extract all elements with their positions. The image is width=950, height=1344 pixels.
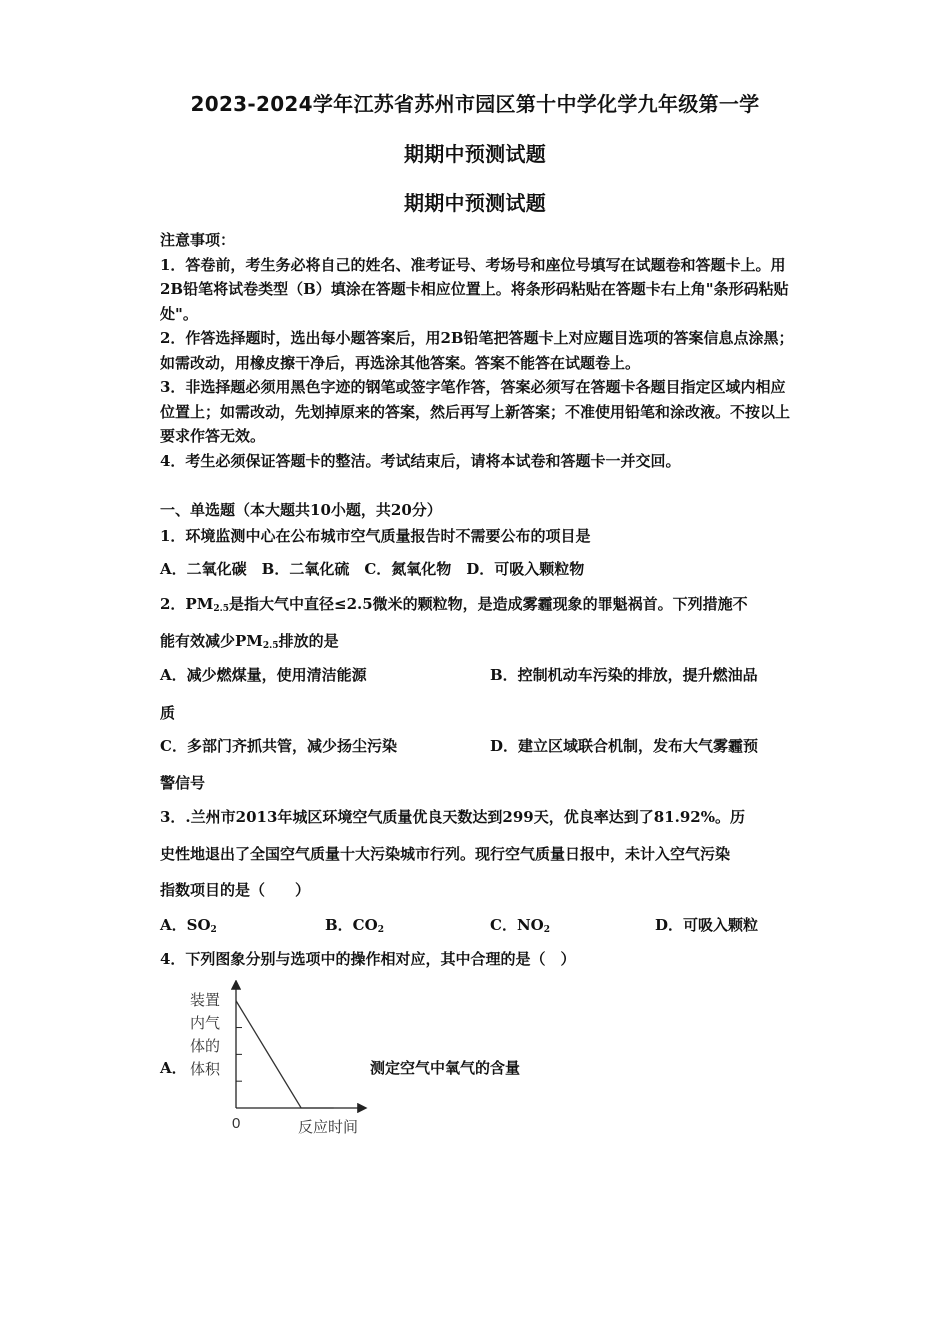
notice-heading: 注意事项： xyxy=(160,231,236,249)
q3-option-a: A．$SO_2$ xyxy=(160,916,217,935)
notice-item-4: 4．考生必须保证答题卡的整洁。考试结束后，请将本试卷和答题卡一并交回。 xyxy=(160,451,681,470)
q3-option-d: D．可吸入颗粒 xyxy=(655,916,759,934)
volume-series-line xyxy=(236,1001,334,1108)
q4-option-a-chart xyxy=(160,980,560,1140)
notice-block xyxy=(160,228,800,473)
notice-item-1: 1．答卷前，考生务必将自己的姓名、准考证号、考场号和座位号填写在试题卷和答题卡上。用2B铅笔将试卷类型（B）填涂在答题卡相应位置上。将条形码粘贴在答题卡右上角"条形码粘贴处"。 xyxy=(160,255,789,323)
y-axis-label-4: 体积 xyxy=(190,1061,221,1078)
q3-stem-line1: 3．.兰州市2013年城区环境空气质量优良天数达到299天，优良率达到了81.92%。历 xyxy=(160,808,745,826)
y-axis-label-1: 装置 xyxy=(190,992,221,1009)
q1-options: A．二氧化碳 B．二氧化硫 C．氮氧化物 D．可吸入颗粒物 xyxy=(160,560,585,578)
q4-option-a-desc: 测定空气中氧气的含量 xyxy=(370,1059,521,1077)
q1-stem: 1．环境监测中心在公布城市空气质量报告时不需要公布的项目是 xyxy=(160,527,591,545)
q3-stem-line2: 史性地退出了全国空气质量十大污染城市行列。现行空气质量日报中，未计入空气污染 xyxy=(160,845,731,863)
notice-item-3: 3．非选择题必须用黑色字迹的钢笔或签字笔作答，答案必须写在答题卡各题目指定区域内相应位置上；如需改动，先划掉原来的答案，然后再写上新答案；不准使用铅笔和涂改液。不按以上要求作答无效。 xyxy=(160,378,791,445)
q4-stem: 4．下列图象分别与选项中的操作相对应，其中合理的是（ ） xyxy=(160,950,576,968)
q2-stem-line2: 能有效减少$PM_{2.5}$排放的是 xyxy=(160,632,339,651)
y-axis-label-2: 内气 xyxy=(190,1015,221,1032)
q2-option-b: B．控制机动车污染的排放，提升燃油品 xyxy=(490,666,758,684)
q4-option-a-label: A． xyxy=(160,1059,187,1077)
exam-title-line2: 期期中预测试题 xyxy=(403,142,547,166)
q2-stem-line1: 2．$PM_{2.5}$是指大气中直径≤2.5微米的颗粒物，是造成雾霾现象的罪魁祸首。下列措施不 xyxy=(160,595,748,614)
q3-stem-line3: 指数项目的是（ ） xyxy=(160,881,311,899)
q3-option-c: C．$NO_2$ xyxy=(490,916,550,935)
section-heading: 一、单选题（本大题共10小题，共20分） xyxy=(160,501,442,519)
q2-option-c: C．多部门齐抓共管，减少扬尘污染 xyxy=(160,737,397,755)
q2-option-d-cont: 警信号 xyxy=(160,774,206,792)
x-axis-label: 反应时间 xyxy=(298,1119,359,1136)
exam-title-line1: 2023-2024学年江苏省苏州市园区第十中学化学九年级第一学 xyxy=(190,92,760,116)
origin-label: 0 xyxy=(232,1115,241,1132)
q2-option-a: A．减少燃煤量，使用清洁能源 xyxy=(160,666,367,684)
y-axis-label-3: 体的 xyxy=(190,1038,221,1055)
q3-option-b: B．$CO_2$ xyxy=(325,916,384,935)
q2-option-b-cont: 质 xyxy=(160,704,176,722)
notice-item-2: 2．作答选择题时，选出每小题答案后，用2B铅笔把答题卡上对应题目选项的答案信息点涂黑；如需改动，用橡皮擦干净后，再选涂其他答案。答案不能答在试题卷上。 xyxy=(160,329,794,372)
q2-option-d: D．建立区域联合机制，发布大气雾霾预 xyxy=(490,737,759,755)
exam-title-line3: 期期中预测试题 xyxy=(403,191,547,215)
